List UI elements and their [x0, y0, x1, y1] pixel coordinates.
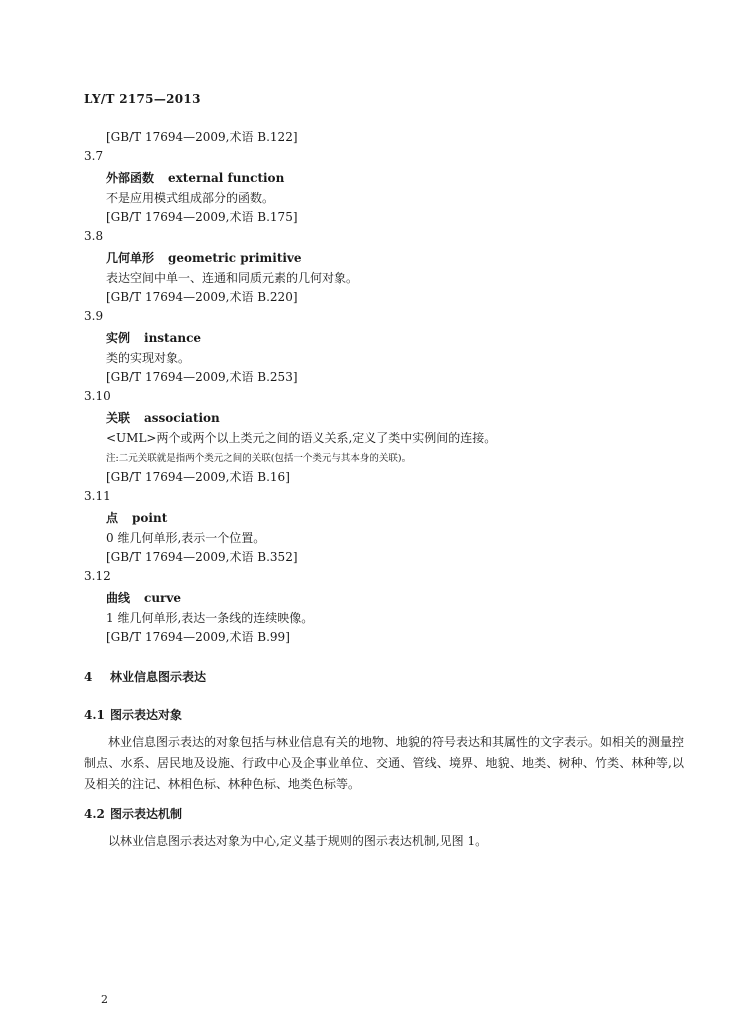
term-3-10 — [106, 409, 220, 426]
section-number: 4 — [84, 670, 93, 684]
document-header: LY/T 2175—2013 — [84, 92, 201, 106]
page-number: 2 — [101, 993, 108, 1006]
reference-3-12: [GB/T 17694—2009,术语 B.99] — [106, 630, 290, 644]
term-en: instance — [144, 331, 202, 345]
term-zh: 曲线 — [106, 591, 131, 605]
entry-number-3-11: 3.11 — [84, 489, 111, 503]
reference-3-7: [GB/T 17694—2009,术语 B.175] — [106, 210, 298, 224]
section-title: 图示表达机制 — [110, 807, 183, 821]
term-3-9 — [106, 329, 201, 346]
definition-3-8: 表达空间中单一、连通和同质元素的几何对象。 — [106, 271, 359, 285]
term-en: geometric primitive — [168, 251, 302, 265]
term-3-7 — [106, 169, 284, 186]
term-zh: 外部函数 — [106, 171, 155, 185]
definition-3-12: 1 维几何单形,表达一条线的连续映像。 — [106, 611, 314, 625]
term-zh: 关联 — [106, 411, 131, 425]
entry-number-3-12: 3.12 — [84, 569, 111, 583]
section-4-heading — [84, 668, 206, 685]
reference-3-10: [GB/T 17694—2009,术语 B.16] — [106, 470, 290, 484]
term-zh: 点 — [106, 511, 119, 525]
entry-number-3-8: 3.8 — [84, 229, 104, 243]
term-en: association — [144, 411, 220, 425]
section-number: 4.1 — [84, 708, 105, 722]
entry-number-3-7: 3.7 — [84, 149, 104, 163]
definition-3-11: 0 维几何单形,表示一个位置。 — [106, 531, 266, 545]
term-3-11 — [106, 509, 167, 526]
note-3-10: 注:二元关联就是指两个类元之间的关联(包括一个类元与其本身的关联)。 — [106, 453, 412, 464]
term-en: curve — [144, 591, 181, 605]
section-4-1-heading — [84, 706, 182, 723]
term-en: point — [132, 511, 168, 525]
definition-3-7: 不是应用模式组成部分的函数。 — [106, 191, 275, 205]
term-zh: 实例 — [106, 331, 131, 345]
reference-3-9: [GB/T 17694—2009,术语 B.253] — [106, 370, 298, 384]
reference-3-11: [GB/T 17694—2009,术语 B.352] — [106, 550, 298, 564]
term-zh: 几何单形 — [106, 251, 155, 265]
section-4-1-body: 林业信息图示表达的对象包括与林业信息有关的地物、地貌的符号表达和其属性的文字表示。如相关的测量控制点、水系、居民地及设施、行政中心及企事业单位、交通、管线、境界、地貌、地类、树种、竹类、林种等,以及相关的注记、林相色标、林种色标、地类色标等。 — [84, 735, 685, 791]
section-title: 林业信息图示表达 — [110, 670, 207, 684]
term-en: external function — [168, 171, 285, 185]
section-4-2-heading — [84, 805, 182, 822]
section-number: 4.2 — [84, 807, 105, 821]
entry-number-3-9: 3.9 — [84, 309, 104, 323]
definition-3-10: <UML>两个或两个以上类元之间的语义关系,定义了类中实例间的连接。 — [106, 431, 497, 445]
section-title: 图示表达对象 — [110, 708, 183, 722]
reference-3-6: [GB/T 17694—2009,术语 B.122] — [106, 130, 298, 144]
definition-3-9: 类的实现对象。 — [106, 351, 191, 365]
section-4-2-body: 以林业信息图示表达对象为中心,定义基于规则的图示表达机制,见图 1。 — [108, 834, 488, 848]
term-3-8 — [106, 249, 302, 266]
reference-3-8: [GB/T 17694—2009,术语 B.220] — [106, 290, 298, 304]
term-3-12 — [106, 589, 181, 606]
entry-number-3-10: 3.10 — [84, 389, 111, 403]
